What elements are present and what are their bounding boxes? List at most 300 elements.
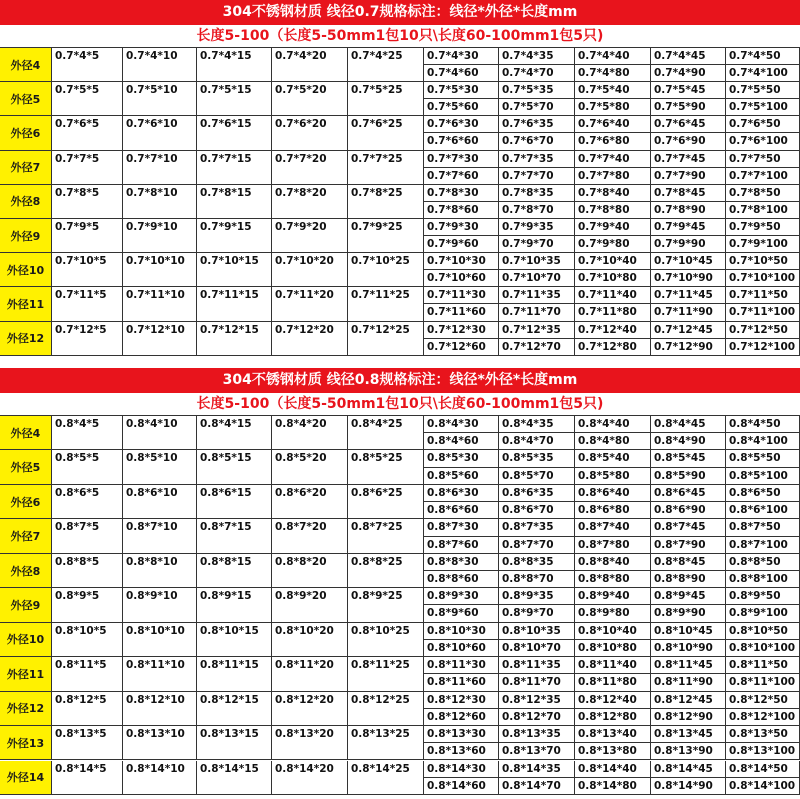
- spec-cell: 0.8*13*100: [726, 743, 800, 760]
- outer-diameter-label: 外径9: [0, 588, 52, 622]
- spec-cell: 0.7*9*90: [651, 236, 726, 253]
- outer-diameter-label: 外径13: [0, 726, 52, 760]
- spec-cell: 0.7*4*80: [575, 65, 651, 82]
- spec-cell: 0.7*6*15: [197, 116, 272, 150]
- spec-cell: 0.7*4*10: [123, 48, 197, 82]
- spec-cell: 0.7*12*25: [348, 322, 424, 356]
- spec-cell: 0.8*6*35: [499, 485, 575, 502]
- spec-cell: 0.7*9*10: [123, 219, 197, 253]
- spec-cell: 0.7*10*20: [272, 253, 348, 287]
- spec-cell: 0.7*10*5: [52, 253, 123, 287]
- spec-cell: 0.7*8*100: [726, 202, 800, 219]
- spec-cell: 0.8*8*15: [197, 554, 272, 588]
- spec-cell: 0.7*9*100: [726, 236, 800, 253]
- spec-cell: 0.7*5*35: [499, 82, 575, 99]
- spec-cell: 0.7*6*10: [123, 116, 197, 150]
- spec-cell: 0.8*4*90: [651, 433, 726, 450]
- spec-cell: 0.7*9*5: [52, 219, 123, 253]
- table-row: [0, 761, 800, 795]
- spec-cell: 0.7*6*100: [726, 133, 800, 150]
- table-subtitle: 长度5-100（长度5-50mm1包10只\长度60-100mm1包5只): [0, 25, 800, 47]
- spec-cell: 0.7*4*5: [52, 48, 123, 82]
- spec-cell: 0.7*8*45: [651, 185, 726, 202]
- spec-cell: 0.7*5*10: [123, 82, 197, 116]
- spec-cell: 0.8*5*25: [348, 450, 424, 484]
- spec-cell: 0.8*7*25: [348, 519, 424, 553]
- spec-cell: 0.7*11*35: [499, 287, 575, 304]
- spec-cell: 0.7*8*90: [651, 202, 726, 219]
- spec-cell: 0.8*7*15: [197, 519, 272, 553]
- spec-cell: 0.7*9*15: [197, 219, 272, 253]
- spec-cell: 0.7*12*30: [424, 322, 499, 339]
- table-row: [0, 185, 800, 219]
- spec-cell: 0.8*9*40: [575, 588, 651, 605]
- spec-cell: 0.8*11*60: [424, 674, 499, 691]
- spec-cell: 0.7*4*25: [348, 48, 424, 82]
- spec-cell: 0.8*14*80: [575, 778, 651, 795]
- spec-cell: 0.7*5*100: [726, 99, 800, 116]
- spec-cell: 0.8*6*25: [348, 485, 424, 519]
- spec-cell: 0.7*4*30: [424, 48, 499, 65]
- spec-cell: 0.8*7*35: [499, 519, 575, 536]
- spec-cell: 0.8*10*100: [726, 640, 800, 657]
- outer-diameter-label: 外径10: [0, 623, 52, 657]
- spec-cell: 0.7*8*35: [499, 185, 575, 202]
- spec-cell: 0.8*6*90: [651, 502, 726, 519]
- spec-cell: 0.7*6*25: [348, 116, 424, 150]
- table-row: [0, 450, 800, 484]
- spec-cell: 0.8*14*10: [123, 761, 197, 795]
- spec-cell: 0.7*11*15: [197, 287, 272, 321]
- spec-cell: 0.8*13*15: [197, 726, 272, 760]
- table-subtitle: 长度5-100（长度5-50mm1包10只\长度60-100mm1包5只): [0, 393, 800, 415]
- spec-cell: 0.8*10*35: [499, 623, 575, 640]
- spec-cell: 0.7*7*25: [348, 151, 424, 185]
- spec-cell: 0.8*8*70: [499, 571, 575, 588]
- spec-cell: 0.8*13*25: [348, 726, 424, 760]
- spec-cell: 0.8*8*45: [651, 554, 726, 571]
- table-row: [0, 219, 800, 253]
- spec-cell: 0.7*5*20: [272, 82, 348, 116]
- table-row: [0, 485, 800, 519]
- spec-cell: 0.8*5*35: [499, 450, 575, 467]
- spec-cell: 0.8*13*90: [651, 743, 726, 760]
- outer-diameter-label: 外径7: [0, 151, 52, 185]
- spec-cell: 0.8*13*5: [52, 726, 123, 760]
- spec-cell: 0.8*11*20: [272, 657, 348, 691]
- spec-cell: 0.8*6*20: [272, 485, 348, 519]
- spec-cell: 0.7*10*45: [651, 253, 726, 270]
- table-row: [0, 82, 800, 116]
- spec-cell: 0.7*12*40: [575, 322, 651, 339]
- spec-cell: 0.8*5*5: [52, 450, 123, 484]
- spec-cell: 0.8*11*90: [651, 674, 726, 691]
- spec-cell: 0.8*12*45: [651, 692, 726, 709]
- spec-cell: 0.7*8*50: [726, 185, 800, 202]
- spec-cell: 0.8*6*5: [52, 485, 123, 519]
- outer-diameter-label: 外径11: [0, 657, 52, 691]
- spec-cell: 0.7*7*45: [651, 151, 726, 168]
- table-row: [0, 322, 800, 356]
- spec-cell: 0.7*11*40: [575, 287, 651, 304]
- table-row: [0, 692, 800, 726]
- spec-cell: 0.8*10*40: [575, 623, 651, 640]
- spec-cell: 0.7*7*80: [575, 168, 651, 185]
- spec-cell: 0.8*13*60: [424, 743, 499, 760]
- spec-cell: 0.7*7*20: [272, 151, 348, 185]
- spec-cell: 0.7*7*10: [123, 151, 197, 185]
- spec-cell: 0.8*7*90: [651, 537, 726, 554]
- spec-cell: 0.8*11*25: [348, 657, 424, 691]
- spec-cell: 0.8*7*100: [726, 537, 800, 554]
- spec-cell: 0.7*12*20: [272, 322, 348, 356]
- spec-cell: 0.8*4*35: [499, 416, 575, 433]
- spec-cell: 0.8*9*70: [499, 605, 575, 622]
- spec-cell: 0.8*10*60: [424, 640, 499, 657]
- table-row: [0, 116, 800, 150]
- spec-cell: 0.7*5*30: [424, 82, 499, 99]
- table-row: [0, 416, 800, 450]
- spec-cell: 0.7*5*5: [52, 82, 123, 116]
- spec-cell: 0.8*5*50: [726, 450, 800, 467]
- table-title: 304不锈钢材质 线径0.7规格标注：线径*外径*长度mm: [0, 0, 800, 25]
- spec-cell: 0.8*12*50: [726, 692, 800, 709]
- spec-cell: 0.8*14*5: [52, 761, 123, 795]
- spec-cell: 0.8*11*5: [52, 657, 123, 691]
- spec-cell: 0.8*9*5: [52, 588, 123, 622]
- table-row: [0, 554, 800, 588]
- spec-cell: 0.7*12*60: [424, 339, 499, 356]
- spec-cell: 0.8*9*10: [123, 588, 197, 622]
- table-row: [0, 726, 800, 760]
- spec-cell: 0.8*9*30: [424, 588, 499, 605]
- spec-cell: 0.8*10*20: [272, 623, 348, 657]
- spec-cell: 0.8*6*40: [575, 485, 651, 502]
- table-row: [0, 519, 800, 553]
- spec-cell: 0.7*9*30: [424, 219, 499, 236]
- spec-cell: 0.7*5*70: [499, 99, 575, 116]
- spec-cell: 0.7*10*25: [348, 253, 424, 287]
- spec-cell: 0.7*12*50: [726, 322, 800, 339]
- spec-cell: 0.7*8*40: [575, 185, 651, 202]
- spec-cell: 0.8*7*80: [575, 537, 651, 554]
- spec-cell: 0.8*8*50: [726, 554, 800, 571]
- spec-cell: 0.7*8*30: [424, 185, 499, 202]
- spec-table-2: [0, 368, 800, 796]
- spec-cell: 0.8*7*5: [52, 519, 123, 553]
- spec-cell: 0.8*14*50: [726, 761, 800, 778]
- spec-cell: 0.7*12*80: [575, 339, 651, 356]
- spec-cell: 0.8*9*35: [499, 588, 575, 605]
- spec-cell: 0.8*4*50: [726, 416, 800, 433]
- spec-cell: 0.8*4*10: [123, 416, 197, 450]
- spec-cell: 0.7*11*100: [726, 304, 800, 321]
- spec-cell: 0.7*10*30: [424, 253, 499, 270]
- spec-cell: 0.7*10*80: [575, 270, 651, 287]
- spec-cell: 0.7*4*35: [499, 48, 575, 65]
- spec-cell: 0.8*6*100: [726, 502, 800, 519]
- spec-cell: 0.8*4*20: [272, 416, 348, 450]
- spec-cell: 0.7*6*45: [651, 116, 726, 133]
- table-row: [0, 287, 800, 321]
- outer-diameter-label: 外径6: [0, 116, 52, 150]
- spec-cell: 0.7*7*100: [726, 168, 800, 185]
- table-row: [0, 253, 800, 287]
- spec-cell: 0.8*9*25: [348, 588, 424, 622]
- spec-cell: 0.8*13*80: [575, 743, 651, 760]
- spec-cell: 0.8*10*90: [651, 640, 726, 657]
- spec-cell: 0.7*9*40: [575, 219, 651, 236]
- spec-cell: 0.7*5*90: [651, 99, 726, 116]
- spec-cell: 0.7*7*35: [499, 151, 575, 168]
- spec-cell: 0.8*13*40: [575, 726, 651, 743]
- outer-diameter-label: 外径12: [0, 322, 52, 356]
- spec-cell: 0.7*12*5: [52, 322, 123, 356]
- spec-cell: 0.8*12*15: [197, 692, 272, 726]
- spec-cell: 0.8*14*60: [424, 778, 499, 795]
- spec-cell: 0.8*12*90: [651, 709, 726, 726]
- spec-cell: 0.8*10*25: [348, 623, 424, 657]
- spec-cell: 0.8*6*80: [575, 502, 651, 519]
- spec-cell: 0.8*11*50: [726, 657, 800, 674]
- outer-diameter-label: 外径5: [0, 450, 52, 484]
- spec-cell: 0.8*8*30: [424, 554, 499, 571]
- spec-cell: 0.8*8*20: [272, 554, 348, 588]
- spec-cell: 0.7*8*80: [575, 202, 651, 219]
- spec-cell: 0.8*5*100: [726, 468, 800, 485]
- spec-cell: 0.8*6*70: [499, 502, 575, 519]
- spec-cell: 0.7*9*50: [726, 219, 800, 236]
- spec-cell: 0.7*10*100: [726, 270, 800, 287]
- spec-cell: 0.7*6*5: [52, 116, 123, 150]
- spec-cell: 0.7*7*5: [52, 151, 123, 185]
- spec-cell: 0.8*12*20: [272, 692, 348, 726]
- spec-cell: 0.8*4*60: [424, 433, 499, 450]
- spec-cell: 0.8*7*20: [272, 519, 348, 553]
- spec-cell: 0.8*13*45: [651, 726, 726, 743]
- outer-diameter-label: 外径14: [0, 761, 52, 795]
- spec-cell: 0.8*8*10: [123, 554, 197, 588]
- spec-cell: 0.8*14*45: [651, 761, 726, 778]
- spec-cell: 0.8*6*45: [651, 485, 726, 502]
- spec-cell: 0.8*13*35: [499, 726, 575, 743]
- spec-cell: 0.8*7*45: [651, 519, 726, 536]
- spec-cell: 0.7*4*70: [499, 65, 575, 82]
- spec-cell: 0.8*11*80: [575, 674, 651, 691]
- spec-cell: 0.7*5*40: [575, 82, 651, 99]
- spec-cell: 0.8*14*25: [348, 761, 424, 795]
- spec-cell: 0.8*7*70: [499, 537, 575, 554]
- spec-cell: 0.8*8*100: [726, 571, 800, 588]
- table-row: [0, 588, 800, 622]
- spec-cell: 0.8*8*80: [575, 571, 651, 588]
- spec-cell: 0.7*11*80: [575, 304, 651, 321]
- spec-cell: 0.8*7*30: [424, 519, 499, 536]
- spec-cell: 0.8*7*60: [424, 537, 499, 554]
- spec-cell: 0.8*8*60: [424, 571, 499, 588]
- spec-cell: 0.7*10*35: [499, 253, 575, 270]
- spec-cell: 0.8*12*60: [424, 709, 499, 726]
- spec-cell: 0.7*10*60: [424, 270, 499, 287]
- spec-cell: 0.8*5*20: [272, 450, 348, 484]
- spec-cell: 0.8*11*30: [424, 657, 499, 674]
- spec-table-1: [0, 0, 800, 357]
- spec-cell: 0.7*4*45: [651, 48, 726, 65]
- spec-cell: 0.7*7*90: [651, 168, 726, 185]
- spec-cell: 0.7*10*10: [123, 253, 197, 287]
- spec-cell: 0.8*4*30: [424, 416, 499, 433]
- spec-cell: 0.7*6*90: [651, 133, 726, 150]
- spec-cell: 0.8*6*30: [424, 485, 499, 502]
- table-row: [0, 623, 800, 657]
- spec-cell: 0.8*4*80: [575, 433, 651, 450]
- spec-cell: 0.8*14*40: [575, 761, 651, 778]
- spec-cell: 0.8*11*100: [726, 674, 800, 691]
- spec-cell: 0.7*7*15: [197, 151, 272, 185]
- spec-cell: 0.8*6*50: [726, 485, 800, 502]
- spec-cell: 0.8*9*100: [726, 605, 800, 622]
- outer-diameter-label: 外径8: [0, 554, 52, 588]
- spec-cell: 0.7*8*5: [52, 185, 123, 219]
- spec-cell: 0.8*9*90: [651, 605, 726, 622]
- spec-cell: 0.8*8*5: [52, 554, 123, 588]
- spec-cell: 0.8*8*35: [499, 554, 575, 571]
- spec-cell: 0.8*12*70: [499, 709, 575, 726]
- spec-cell: 0.8*6*60: [424, 502, 499, 519]
- spec-cell: 0.7*11*20: [272, 287, 348, 321]
- spec-cell: 0.8*4*70: [499, 433, 575, 450]
- spec-cell: 0.8*5*30: [424, 450, 499, 467]
- spec-cell: 0.7*10*50: [726, 253, 800, 270]
- spec-cell: 0.8*12*5: [52, 692, 123, 726]
- spec-cell: 0.7*6*30: [424, 116, 499, 133]
- outer-diameter-label: 外径6: [0, 485, 52, 519]
- spec-cell: 0.8*14*35: [499, 761, 575, 778]
- spec-cell: 0.8*9*20: [272, 588, 348, 622]
- spec-cell: 0.7*4*100: [726, 65, 800, 82]
- spec-cell: 0.7*9*70: [499, 236, 575, 253]
- spec-cell: 0.8*5*10: [123, 450, 197, 484]
- spec-cell: 0.7*6*80: [575, 133, 651, 150]
- spec-cell: 0.8*6*15: [197, 485, 272, 519]
- spec-cell: 0.7*6*50: [726, 116, 800, 133]
- spec-cell: 0.8*5*15: [197, 450, 272, 484]
- spec-cell: 0.7*12*90: [651, 339, 726, 356]
- spec-cell: 0.7*5*50: [726, 82, 800, 99]
- spec-cell: 0.7*12*15: [197, 322, 272, 356]
- spec-cell: 0.8*10*5: [52, 623, 123, 657]
- spec-cell: 0.8*14*15: [197, 761, 272, 795]
- spec-cell: 0.8*5*90: [651, 468, 726, 485]
- spec-cell: 0.8*10*70: [499, 640, 575, 657]
- spec-cell: 0.7*11*10: [123, 287, 197, 321]
- spec-cell: 0.7*7*60: [424, 168, 499, 185]
- spec-cell: 0.8*4*100: [726, 433, 800, 450]
- spec-cell: 0.8*14*90: [651, 778, 726, 795]
- spec-cell: 0.7*12*70: [499, 339, 575, 356]
- spec-cell: 0.8*9*15: [197, 588, 272, 622]
- table-row: [0, 48, 800, 82]
- spec-cell: 0.7*5*60: [424, 99, 499, 116]
- spec-cell: 0.8*5*40: [575, 450, 651, 467]
- outer-diameter-label: 外径5: [0, 82, 52, 116]
- spec-cell: 0.8*6*10: [123, 485, 197, 519]
- outer-diameter-label: 外径11: [0, 287, 52, 321]
- spec-cell: 0.8*9*60: [424, 605, 499, 622]
- spec-cell: 0.7*7*50: [726, 151, 800, 168]
- spec-cell: 0.7*11*30: [424, 287, 499, 304]
- spec-cell: 0.8*7*10: [123, 519, 197, 553]
- spec-cell: 0.8*12*100: [726, 709, 800, 726]
- spec-cell: 0.7*11*70: [499, 304, 575, 321]
- spec-cell: 0.7*10*90: [651, 270, 726, 287]
- spec-cell: 0.7*7*70: [499, 168, 575, 185]
- spec-cell: 0.7*12*45: [651, 322, 726, 339]
- spec-cell: 0.8*4*25: [348, 416, 424, 450]
- spec-cell: 0.7*4*90: [651, 65, 726, 82]
- spec-cell: 0.8*4*40: [575, 416, 651, 433]
- spec-cell: 0.7*5*15: [197, 82, 272, 116]
- spec-cell: 0.7*4*50: [726, 48, 800, 65]
- spec-cell: 0.7*5*25: [348, 82, 424, 116]
- spec-cell: 0.8*12*25: [348, 692, 424, 726]
- spec-cell: 0.8*11*40: [575, 657, 651, 674]
- spec-cell: 0.8*10*30: [424, 623, 499, 640]
- spec-cell: 0.8*11*35: [499, 657, 575, 674]
- spec-cell: 0.8*5*60: [424, 468, 499, 485]
- spec-cell: 0.8*10*10: [123, 623, 197, 657]
- spec-cell: 0.7*8*15: [197, 185, 272, 219]
- table-title: 304不锈钢材质 线径0.8规格标注：线径*外径*长度mm: [0, 368, 800, 393]
- spec-cell: 0.8*10*50: [726, 623, 800, 640]
- spec-cell: 0.8*9*45: [651, 588, 726, 605]
- spec-cell: 0.7*9*20: [272, 219, 348, 253]
- spec-cell: 0.8*14*70: [499, 778, 575, 795]
- table-row: [0, 151, 800, 185]
- spec-cell: 0.7*9*80: [575, 236, 651, 253]
- spec-cell: 0.7*11*60: [424, 304, 499, 321]
- spec-cell: 0.7*12*10: [123, 322, 197, 356]
- spec-cell: 0.7*11*25: [348, 287, 424, 321]
- outer-diameter-label: 外径12: [0, 692, 52, 726]
- spec-cell: 0.8*13*10: [123, 726, 197, 760]
- spec-cell: 0.8*4*15: [197, 416, 272, 450]
- spec-cell: 0.7*11*5: [52, 287, 123, 321]
- spec-cell: 0.8*10*45: [651, 623, 726, 640]
- spec-cell: 0.8*10*15: [197, 623, 272, 657]
- spec-cell: 0.8*5*45: [651, 450, 726, 467]
- spec-cell: 0.7*10*70: [499, 270, 575, 287]
- spec-cell: 0.8*8*90: [651, 571, 726, 588]
- spec-cell: 0.8*5*80: [575, 468, 651, 485]
- spec-cell: 0.8*10*80: [575, 640, 651, 657]
- spec-cell: 0.8*11*70: [499, 674, 575, 691]
- spec-cell: 0.8*5*70: [499, 468, 575, 485]
- spec-cell: 0.7*5*45: [651, 82, 726, 99]
- spec-cell: 0.8*14*100: [726, 778, 800, 795]
- spec-cell: 0.8*11*15: [197, 657, 272, 691]
- spec-cell: 0.8*12*35: [499, 692, 575, 709]
- spec-cell: 0.8*12*30: [424, 692, 499, 709]
- spec-cell: 0.7*8*70: [499, 202, 575, 219]
- spec-cell: 0.8*13*50: [726, 726, 800, 743]
- spec-cell: 0.7*7*40: [575, 151, 651, 168]
- spec-cell: 0.7*10*15: [197, 253, 272, 287]
- spec-cell: 0.8*8*25: [348, 554, 424, 588]
- spec-cell: 0.7*6*40: [575, 116, 651, 133]
- spec-cell: 0.7*4*15: [197, 48, 272, 82]
- spec-cell: 0.7*4*20: [272, 48, 348, 82]
